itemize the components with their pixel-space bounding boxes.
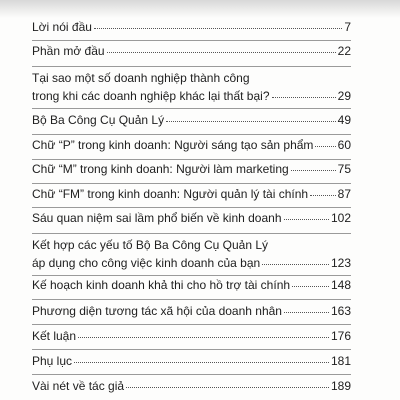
divider [32,349,351,350]
divider [32,374,351,375]
divider [32,66,351,67]
toc-page-number: 189 [330,379,351,393]
toc-page-number: 49 [337,113,351,127]
toc-entry [32,212,351,225]
toc-entry-title: Kết hợp các yếu tố Bộ Ba Công Cụ Quản Lý [32,238,269,252]
toc-entry [32,188,351,201]
toc-page-number: 163 [330,304,351,318]
toc-entry-title: Vài nét về tác giả [32,379,125,393]
divider [32,275,351,276]
toc-entry-title: Phần mở đầu [32,44,105,58]
divider [32,134,351,135]
dot-leader [315,145,335,147]
toc-entry-title-cont: áp dụng cho công việc kinh doanh của bạn [32,256,261,270]
toc-entry-title: Kết luận [32,329,77,343]
dot-leader [74,361,329,363]
dot-leader [262,263,329,265]
toc-page-number: 176 [330,329,351,343]
toc-entry [32,355,351,368]
toc-entry-title-cont: trong khi các doanh nghiệp khác lại thất bại? [32,89,270,103]
toc-entry [32,163,351,176]
dot-leader [126,386,329,388]
toc-page-number: 60 [337,138,351,152]
toc-entry-title: Bộ Ba Công Cụ Quản Lý [32,113,165,127]
toc-entry-title: Kế hoạch kinh doanh khả thi cho hồ trợ tài chính [32,278,291,292]
toc-page-number: 75 [337,162,351,176]
toc-entry-title: Chữ “FM” trong kinh doanh: Người quản lý tài chính [32,187,309,201]
toc-entry [32,330,351,343]
divider [32,324,351,325]
dot-leader [94,27,342,29]
toc-page-number: 102 [330,211,351,225]
toc-entry [32,239,351,270]
toc-entry-title: Phụ lục [32,354,73,368]
toc-page-number: 148 [330,278,351,292]
divider [32,299,351,300]
dot-leader [107,51,336,53]
toc-entry-title: Sáu quan niệm sai lầm phổ biến về kinh doanh [32,211,282,225]
divider [32,159,351,160]
toc-entry [32,139,351,152]
toc-page-number: 22 [337,44,351,58]
divider [32,108,351,109]
toc-entry [32,114,351,127]
toc-entry [32,21,351,34]
toc-entry-title: Tại sao một số doanh nghiệp thành công [32,71,250,85]
toc-entry [32,305,351,318]
toc-entry [32,380,351,393]
page-top-shadow [0,0,400,18]
dot-leader [310,194,336,196]
divider [32,183,351,184]
toc-page-number: 181 [330,354,351,368]
dot-leader [291,169,336,171]
dot-leader [292,285,329,287]
toc-page-number: 29 [337,89,351,103]
toc-entry [32,279,351,292]
dot-leader [166,120,336,122]
toc-page-number: 7 [344,20,351,34]
toc-entry-title: Lời nói đầu [32,20,92,34]
divider [32,207,351,208]
toc-page-number: 87 [337,187,351,201]
dot-leader [284,218,329,220]
divider [32,233,351,234]
toc-entry-title: Phương diện tương tác xã hội của doanh nhân [32,304,282,318]
divider [32,40,351,41]
dot-leader [272,96,336,98]
toc-entry-title: Chữ “P” trong kinh doanh: Người sáng tạo sản phẩm [32,138,314,152]
toc-page-number: 123 [330,256,351,270]
toc-entry-title: Chữ “M” trong kinh doanh: Người làm marketing [32,162,289,176]
dot-leader [284,311,329,313]
toc-entry [32,72,351,103]
dot-leader [78,336,329,338]
toc-entry [32,45,351,58]
